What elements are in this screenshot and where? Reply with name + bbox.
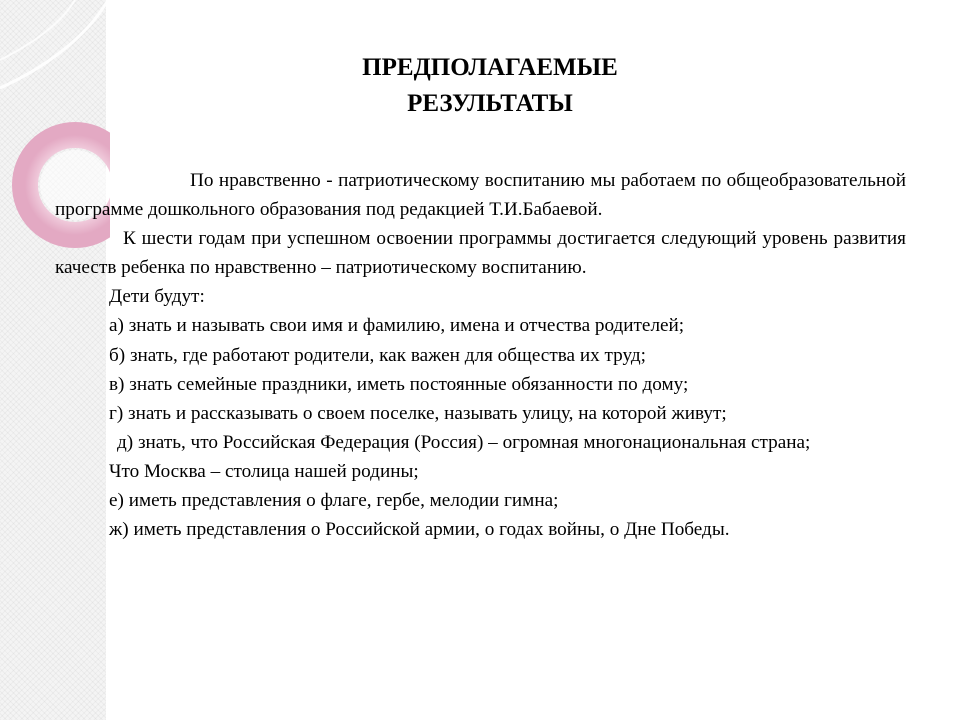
list-item-zh: ж) иметь представления о Российской армии, о годах войны, о Дне Победы. (109, 519, 730, 541)
title-line-2: РЕЗУЛЬТАТЫ (407, 90, 573, 117)
list-item-g: г) знать и рассказывать о своем поселке, называть улицу, на которой живут; (109, 402, 727, 424)
title-line-1: ПРЕДПОЛАГАЕМЫЕ (362, 54, 618, 81)
list-item-b: б) знать, где работают родители, как важен для общества их труд; (109, 344, 646, 366)
children-will-label: Дети будут: (109, 286, 205, 308)
page-title (160, 50, 820, 122)
intro-paragraph: По нравственно - патриотическому воспитанию мы работаем по общеобразовательной программе дошкольного образования под редакцией Т.И.Бабаевой. (55, 170, 906, 221)
moscow-line: Что Москва – столица нашей родины; (109, 460, 419, 482)
list-item-v: в) знать семейные праздники, иметь постоянные обязанности по дому; (109, 373, 689, 395)
list-item-d: д) знать, что Российская Федерация (Россия) – огромная многонациональная страна; (117, 431, 811, 453)
body-text (55, 166, 906, 544)
level-paragraph: К шести годам при успешном освоении программы достигается следующий уровень развития качеств ребенка по нравственно – патриотическому воспитанию. (55, 228, 906, 279)
list-item-e: е) иметь представления о флаге, гербе, мелодии гимна; (109, 490, 559, 512)
list-item-a: а) знать и называть свои имя и фамилию, имена и отчества родителей; (109, 315, 685, 337)
